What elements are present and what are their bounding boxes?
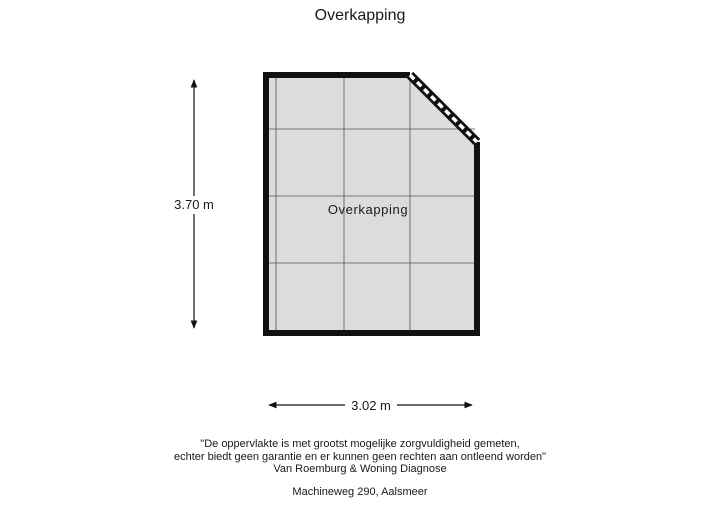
height-dimension-label: 3.70 m	[174, 197, 214, 212]
disclaimer-line-3: Van Roemburg & Woning Diagnose	[273, 463, 447, 475]
address: Machineweg 290, Aalsmeer	[292, 486, 428, 498]
room-label: Overkapping	[327, 202, 409, 217]
disclaimer-line-2: echter biedt geen garantie en er kunnen geen rechten aan ontleend worden"	[173, 450, 547, 463]
disclaimer	[0, 438, 720, 476]
width-dimension-label: 3.02 m	[351, 398, 391, 413]
page-title: Overkapping	[314, 7, 406, 24]
disclaimer-line-1: "De oppervlakte is met grootst mogelijke zorgvuldigheid gemeten,	[200, 438, 520, 450]
